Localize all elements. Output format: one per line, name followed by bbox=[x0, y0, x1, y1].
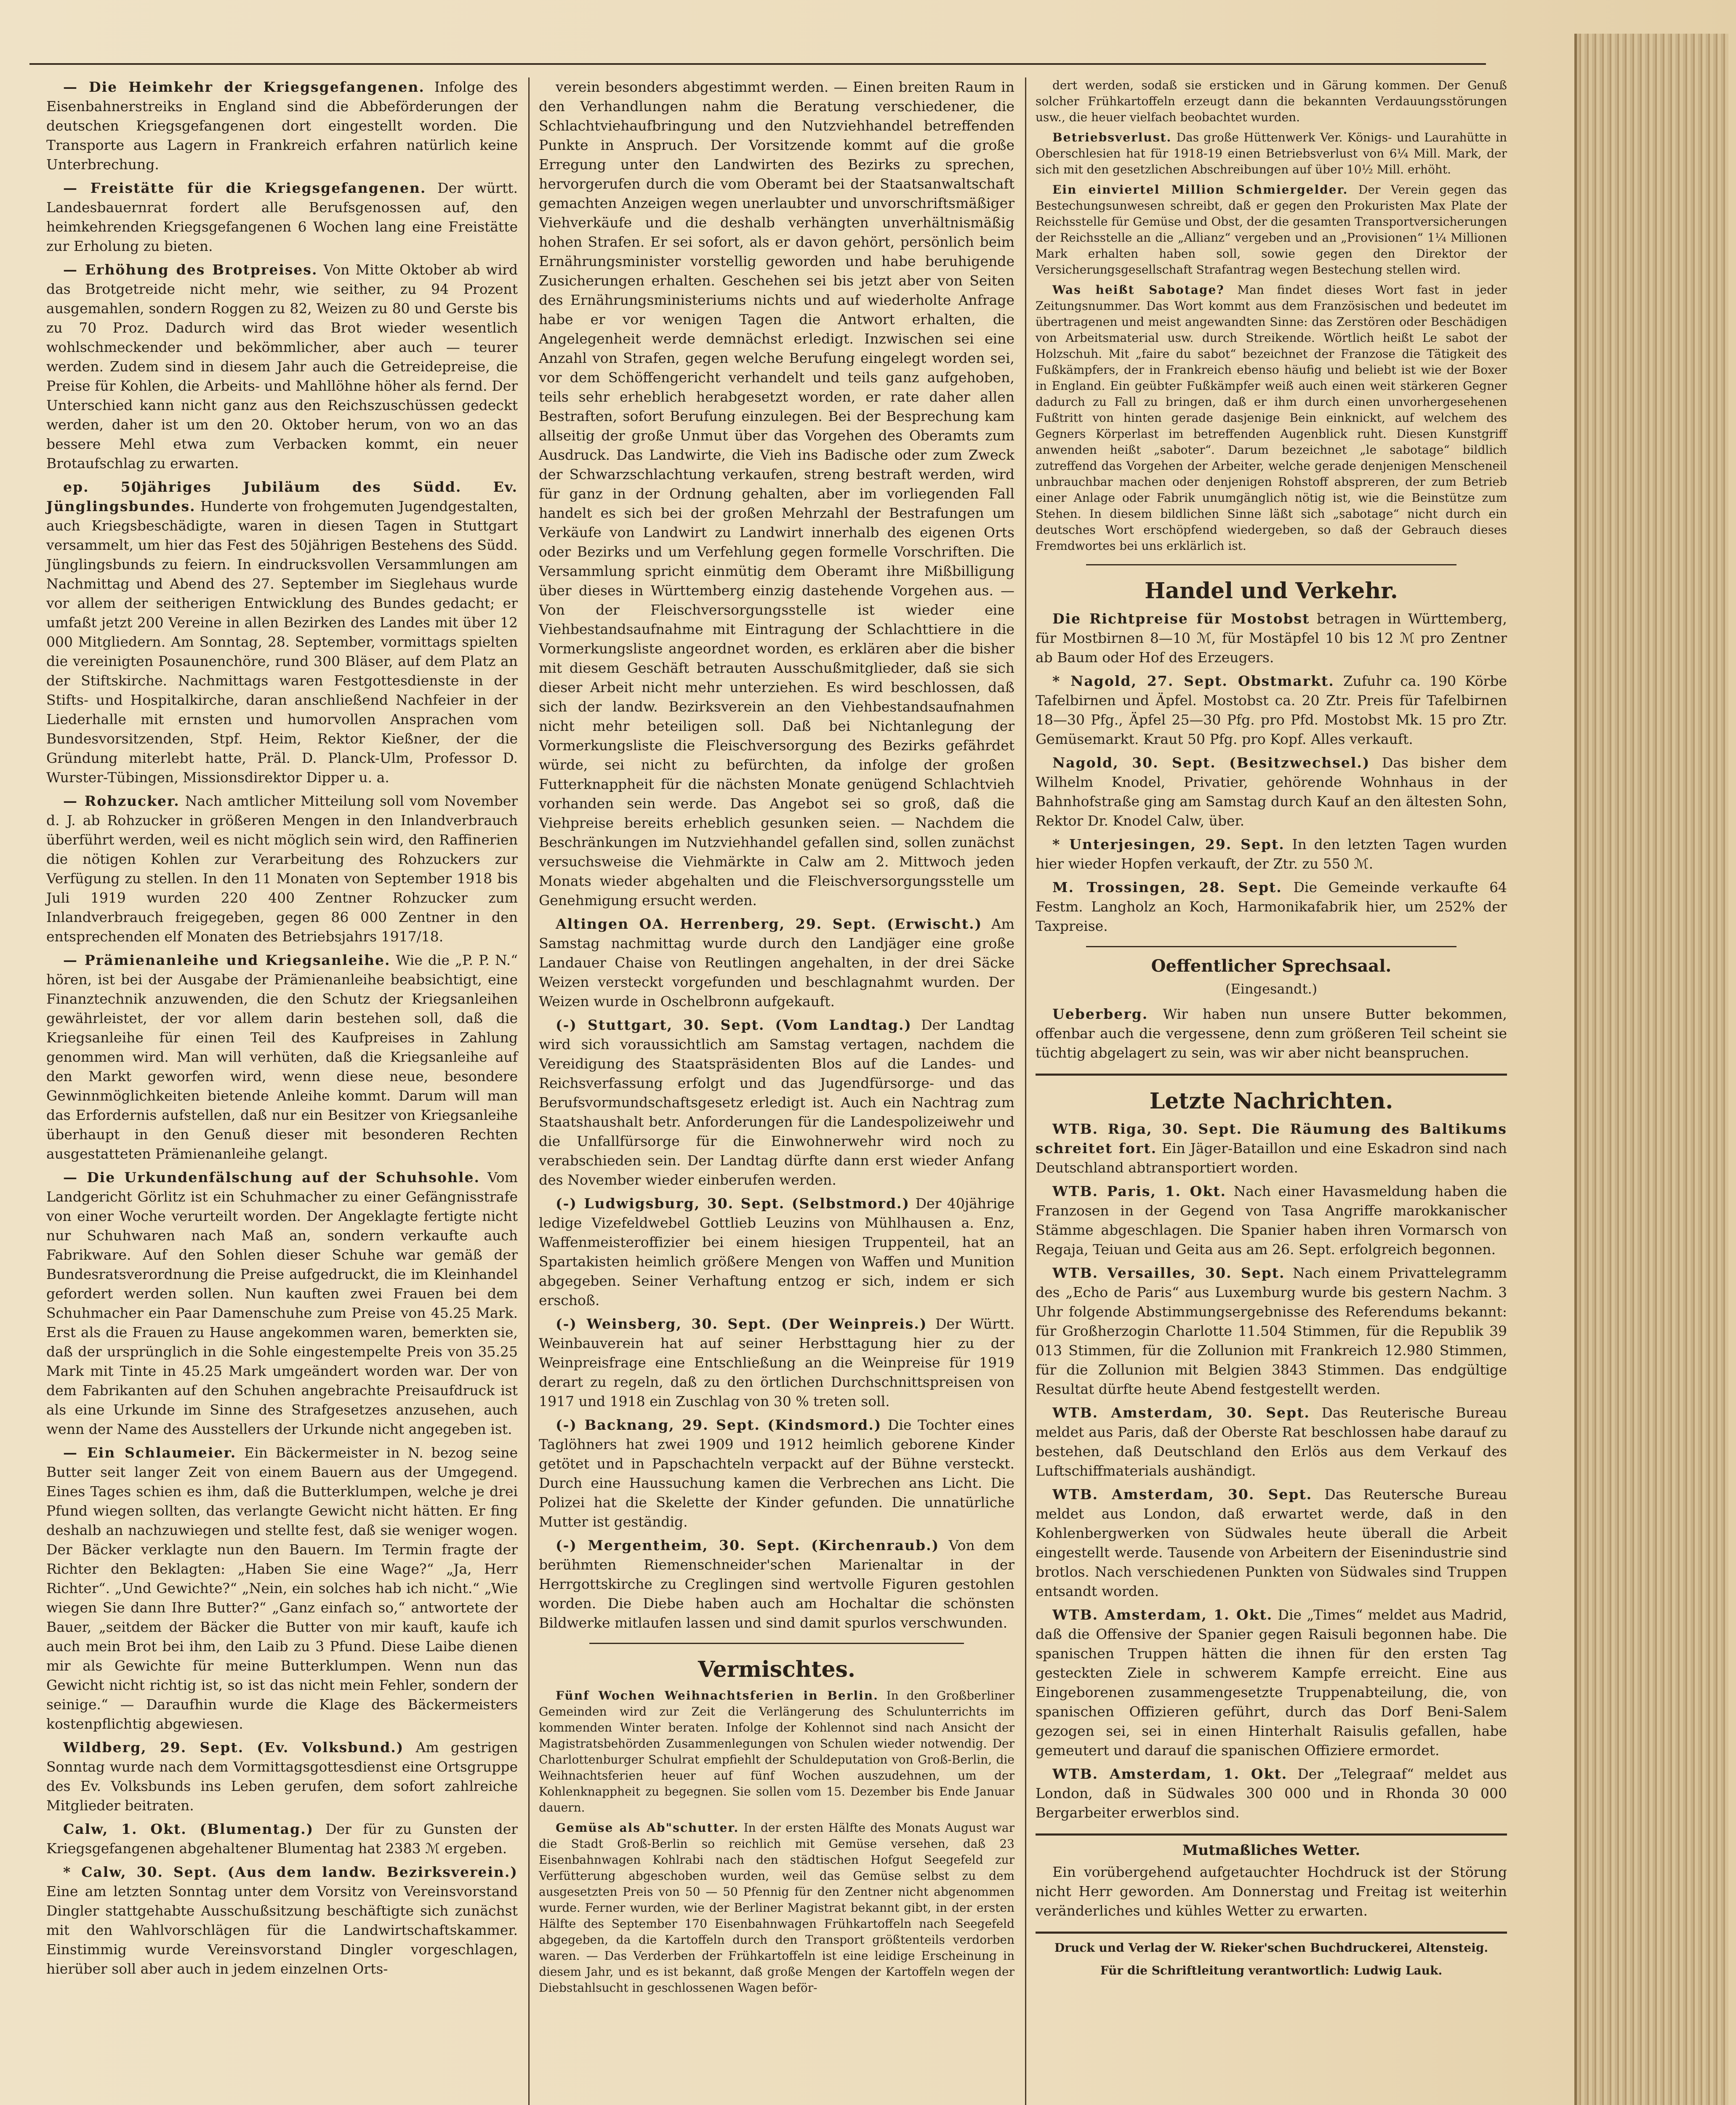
article-paragraph bbox=[1036, 282, 1507, 554]
article-paragraph bbox=[46, 77, 518, 174]
article-paragraph bbox=[1036, 1182, 1507, 1259]
article-text: Das große Hüttenwerk Ver. Königs- und Laurahütte in Oberschlesien hat für 1918-19 einen Betriebsverlust von 6¼ Mill. Mark, der sich mit den gesetzlichen Abschreibungen auf über 10½ Mill. erhöht. bbox=[1036, 131, 1507, 176]
article-lead: Ein einviertel Million Schmiergelder. bbox=[1052, 183, 1348, 197]
article-lead: (-) Ludwigsburg, 30. Sept. (Selbstmord.) bbox=[556, 1195, 910, 1212]
article-lead: WTB. Amsterdam, 30. Sept. bbox=[1052, 1404, 1310, 1421]
article-lead: Fünf Wochen Weihnachtsferien in Berlin. bbox=[556, 1689, 879, 1703]
newspaper-sheet bbox=[29, 63, 1507, 2105]
article-text: Am gestrigen Sonntag wurde nach dem Vormittagsgottesdienst eine Ortsgruppe des Ev. Volksbunds ins Leben gerufen, dem sofort zahlreiche Mitglieder beitraten. bbox=[46, 1739, 518, 1814]
article-paragraph bbox=[1036, 1119, 1507, 1178]
col3-articles bbox=[1036, 77, 1507, 554]
column-1 bbox=[46, 77, 518, 2105]
article-lead: * Unterjesingen, 29. Sept. bbox=[1052, 836, 1285, 853]
article-paragraph bbox=[46, 1738, 518, 1815]
article-text: Wir haben nun unsere Butter bekommen, offenbar auch die vergessene, denn zum größeren Teil scheint sie tüchtig abgelagert zu sein, was wir aber nicht beanspruchen. bbox=[1036, 1006, 1507, 1061]
col2-articles bbox=[539, 77, 1014, 1633]
article-lead: Altingen OA. Herrenberg, 29. Sept. (Erwischt.) bbox=[556, 916, 982, 932]
article-lead: Die Richtpreise für Mostobst bbox=[1052, 610, 1310, 627]
article-lead: Betriebsverlust. bbox=[1052, 131, 1172, 144]
column-rule bbox=[528, 77, 530, 2105]
article-text: Der 40jährige ledige Vizefeldwebel Gottlieb Leuzins von Mühlhausen a. Enz, Waffenmeisteroffizier bei einem hiesigen Truppenteil, hat an Spartakisten heimlich größere Mengen von Waffen und Munition abgegeben. Seiner Verhaftung entzog er sich, indem er sich erschoß. bbox=[539, 1195, 1015, 1308]
article-paragraph bbox=[1036, 1403, 1507, 1481]
sprechsaal-articles bbox=[1036, 1005, 1507, 1063]
book-binding bbox=[1574, 34, 1728, 2105]
article-lead: WTB. Amsterdam, 1. Okt. bbox=[1052, 1766, 1288, 1782]
article-lead: (-) Backnang, 29. Sept. (Kindsmord.) bbox=[556, 1417, 882, 1433]
article-paragraph bbox=[46, 1443, 518, 1734]
nachrichten-articles bbox=[1036, 1119, 1507, 1823]
article-paragraph bbox=[1036, 1764, 1507, 1823]
article-paragraph bbox=[539, 1820, 1014, 1996]
article-paragraph bbox=[539, 1015, 1014, 1190]
article-text: Der württ. Landesbauernrat fordert alle Berufsgenossen auf, den heimkehrenden Kriegsgefangenen 6 Wochen lang eine Freistätte zur Erholung zu bieten. bbox=[46, 180, 518, 254]
article-text: Der für zu Gunsten der Kriegsgefangenen abgehaltener Blumentag hat 2383 ℳ ergeben. bbox=[46, 1821, 518, 1857]
weather-heading: Mutmaßliches Wetter. bbox=[1182, 1842, 1361, 1859]
article-paragraph bbox=[1036, 77, 1507, 125]
article-paragraph bbox=[46, 179, 518, 256]
article-text: Der Landtag wird sich voraussichtlich am Samstag vertagen, nachdem die Vereidigung des Staatspräsidenten Blos auf die Landes- und Reichsverfassung erfolgt und das Jugendfürsorge- und das Berufsvormundschaftsgesetz erledigt ist. Auch ein Nachtrag zum Staatshaushalt betr. Anforderungen für die Landespolizeiwehr und die Unfallfürsorge für die Einwohnerwehr wird noch zu verabschieden sein. Der Landtag dürfte dann erst wieder Anfang des November wieder einberufen werden. bbox=[539, 1017, 1014, 1188]
article-paragraph bbox=[46, 791, 518, 946]
section-separator bbox=[1036, 1074, 1507, 1076]
article-paragraph bbox=[539, 1194, 1014, 1310]
article-text: Hunderte von frohgemuten Jugendgestalten, auch Kriegsbeschädigte, waren in diesen Tagen in Stuttgart versammelt, um hier das Fest des 50jährigen Bestehens des Südd. Jünglingsbunds zu feiern. In eindrucksvollen Versammlungen am Nachmittag und Abend des 27. September im Sieglehaus wurde vor allem der seitherigen Entwicklung des Bundes gedacht; er umfaßt jetzt 200 Vereine in allen Bezirken des Landes mit über 12 000 Mitgliedern. Am Sonntag, 28. September, vormittags spielten die vereinigten Posaunenchöre, rund 300 Bläser, auf dem Platz an der Stiftskirche. Nachmittags waren Festgottesdienste in der Stifts- und Hospitalkirche, daran anschließend Nachfeier in der Liederhalle mit ernsten und humorvollen Ansprachen vom Bundesvorsitzenden, Stpf. Heim, Rektor Kießner, der die Gründung miterlebt hatte, Präl. D. Planck-Ulm, Professor D. Wurster-Tübingen, Missionsdirektor Dipper u. a. bbox=[46, 498, 518, 786]
article-lead: Gemüse als Ab"schutter. bbox=[556, 1821, 739, 1835]
article-paragraph bbox=[1036, 1263, 1507, 1399]
article-paragraph bbox=[539, 914, 1014, 1011]
section-separator bbox=[1086, 946, 1456, 947]
article-paragraph bbox=[46, 951, 518, 1164]
article-lead: WTB. Amsterdam, 30. Sept. bbox=[1052, 1486, 1313, 1503]
sprechsaal-heading: Oeffentlicher Sprechsaal. bbox=[1151, 956, 1392, 976]
article-text: Vom Landgericht Görlitz ist ein Schuhmacher zu einer Gefängnisstrafe von einer Woche verurteilt worden. Der Angeklagte fertigte nicht nur Schuhwaren nach Maß an, sondern verkaufte auch Fabrikware. Auf den Sohlen dieser Schuhe war gemäß der Bundesratsverordnung die Preise aufgedruckt, die im Kleinhandel gefordert werden sollen. Nun kauften zwei Frauen bei dem Schuhmacher ein Paar Damenschuhe zum Preise von 45.25 Mark. Erst als die Frauen zu Hause angekommen waren, bemerkten sie, daß der ursprünglich in die Sohle eingestempelte Preis von 35.25 Mark mit Tinte in 45.25 Mark umgeändert worden war. Der von dem Fabrikanten auf den Schuhen angebrachte Preisaufdruck ist als eine Urkunde im Sinne des Strafgesetzes anzusehen, auch wenn der Name des Ausstellers der Urkunde nicht angegeben ist. bbox=[46, 1169, 518, 1437]
article-paragraph bbox=[1036, 878, 1507, 936]
article-lead: ep. 50jähriges Jubiläum des Südd. Ev. Jünglingsbundes. bbox=[46, 479, 518, 514]
article-text: Wie die „P. P. N.“ hören, ist bei der Ausgabe der Prämienanleihe beabsichtigt, eine Finanztechnik anzuwenden, die den Schutz der Kriegsanleihen gewährleistet, der vor allem darin bestehen soll, daß die Kriegsanleihe für einen Teil des Kaufpreises in Zahlung genommen wird. Man will verhüten, daß die Kriegsanleihe auf den Markt geworfen wird, wenn diese neue, besondere Gewinnmöglichkeiten bietende Anleihe kommt. Darum will man das Erfordernis aufstellen, daß nur ein Besitzer von Kriegsanleihe überhaupt in den Genuß dieser mit besonderen Rechten ausgestatteten Prämienanleihe gelangt. bbox=[46, 952, 518, 1162]
sprechsaal-subheading: (Eingesandt.) bbox=[1225, 981, 1318, 997]
article-paragraph bbox=[1036, 1605, 1507, 1760]
article-lead: Was heißt Sabotage? bbox=[1052, 283, 1225, 297]
article-text: Eine am letzten Sonntag unter dem Vorsitz von Vereinsvorstand Dingler stattgehabte Ausschußsitzung beschäftigte sich zunächst mit den Wahlvorschlägen für die Landwirtschaftskammer. Einstimmig wurde Vereinsvorstand Dingler vorgeschlagen, hierüber soll aber auch in jedem einzelnen Orts- bbox=[46, 1883, 518, 1977]
article-text: verein besonders abgestimmt werden. — Einen breiten Raum in den Verhandlungen nahm die Beratung verschiedener, die Schlachtviehaufbringung und den Nutzviehhandel betreffenden Punkte in Anspruch. Der Vorsitzende kommt auf die große Erregung unter den Landwirten des Bezirks zu sprechen, hervorgerufen durch die vom Oberamt bei der Staatsanwaltschaft gemachten Anzeigen wegen unerlaubter und unvorschriftsmäßiger Viehverkäufe und die deshalb verhängten unverhältnismäßig hohen Strafen. Er sei sofort, als er davon gehört, persönlich beim Ernährungsminister vorstellig geworden und habe beruhigende Zusicherungen erhalten. Geschehen sei bis jetzt aber von Seiten des Ernährungsministeriums nichts und auf wiederholte Anfrage habe er vor wenigen Tagen die Antwort erhalten, die Angelegenheit werde demnächst erledigt. Inzwischen sei eine Anzahl von Strafen, gegen welche Berufung eingelegt worden sei, vor dem Schöffengericht verhandelt und teils ganz aufgehoben, teils sehr erheblich herabgesetzt worden, er rate daher allen Bestraften, sofort Berufung einzulegen. Bei der Besprechung kam allseitig der große Unmut über das Vorgehen des Oberamts zum Ausdruck. Das Landwirte, die Vieh ins Badische oder zum Zweck der Schwarzschlachtung verkaufen, streng bestraft werden, wird für ganz in der Ordnung gehalten, aber im vorliegenden Fall handelt es sich bei der großen Mehrzahl der Bestrafungen um Verkäufe von Landwirt zu Landwirt innerhalb des eigenen Orts oder Bezirks und um Verfehlung gegen formelle Vorschriften. Die Versammlung spricht einmütig dem Oberamt ihre Mißbilligung über dieses in Württemberg einzig dastehende Vorgehen aus. — Von der Fleischversorgungsstelle ist wieder eine Viehbestandsaufnahme mit Eintragung der Schlachttiere in die Vormerkungsliste angeordnet worden, es erklären aber die bisher mit diesem Geschäft betrauten Ausschußmitglieder, daß sie sich dieser Arbeit nicht mehr unterziehen. Es wird beschlossen, daß sich der landw. Bezirksverein an den Viehbestandsaufnahmen nicht mehr beteiligen soll. Daß bei Nichtanlegung der Vormerkungsliste die Fleischversorgung des Bezirks gefährdet würde, sei nicht zu befürchten, da infolge der großen Futterknappheit für die nächsten Monate genügend Schlachtvieh vorhanden sein werde. Das Angebot sei so groß, daß die Viehpreise bereits erheblich gesunken seien. — Nachdem die Beschränkungen im Nutzviehhandel gefallen sind, sollen zunächst versuchsweise die Viehmärkte in Calw am 2. Mittwoch jeden Monats wieder abgehalten und die Fleischversorgungsstelle um Genehmigung ersucht werden. bbox=[539, 79, 1014, 909]
article-text: Die „Times“ meldet aus Madrid, daß die Offensive der Spanier gegen Raisuli begonnen habe. Die spanischen Truppen hätten die ihnen für den ersten Tag gesteckten Ziele in schwerem Kampfe erreicht. Eine aus Eingeborenen zusammengesetzte Truppenabteilung, die, von spanischen Offizieren geführt, durch das Dorf Beni-Salem gezogen sei, sei in einen Hinterhalt Raisulis gefallen, habe gemeutert und darauf die spanischen Offiziere ermordet. bbox=[1036, 1607, 1507, 1759]
article-text: Das Reutersche Bureau meldet aus London, daß erwartet werde, daß in den Kohlenbergwerken von Südwales heute überall die Arbeit eingestellt werde. Tausende von Arbeitern der Eisenindustrie sind brotlos. Nach verschiedenen Punkten von Südwales sind Truppen entsandt worden. bbox=[1036, 1486, 1507, 1599]
article-lead: — Ein Schlaumeier. bbox=[63, 1444, 237, 1461]
article-lead: * Calw, 30. Sept. (Aus dem landw. Bezirksverein.) bbox=[63, 1864, 518, 1880]
article-lead: Ueberberg. bbox=[1052, 1006, 1148, 1022]
article-lead: Calw, 1. Okt. (Blumentag.) bbox=[63, 1821, 314, 1837]
article-text: Das bisher dem Wilhelm Knodel, Privatier, gehörende Wohnhaus in der Bahnhofstraße ging am Samstag durch Kauf an den ältesten Sohn, Rektor Dr. Knodel Calw, über. bbox=[1036, 754, 1507, 829]
article-text: In der ersten Hälfte des Monats August war die Stadt Groß-Berlin so reichlich mit Gemüse versehen, daß 23 Eisenbahnwagen Kohlrabi nach den städtischen Hofgut Seegefeld zur Verfütterung abgeschoben wurden, weil das Gemüse selbst zu dem ausgesetzten Preis von 50 — 50 Pfennig für den Zentner nicht abgenommen wurde. Ferner wurden, wie der Berliner Magistrat bekannt gibt, in der ersten Hälfte des September 170 Eisenbahnwagen Frühkartoffeln nach Seegefeld abgegeben, da die Kartoffeln durch den Transport größtenteils verdorben waren. — Das Verderben der Frühkartoffeln ist eine leidige Erscheinung in diesem Jahr, und es ist bekannt, daß große Mengen der Kartoffeln wegen der Diebstahlsucht in geschlossenen Wagen beför- bbox=[539, 1821, 1015, 1995]
article-lead: — Erhöhung des Brotpreises. bbox=[63, 261, 318, 278]
article-text: Nach amtlicher Mitteilung soll vom November d. J. ab Rohzucker in größeren Mengen in den Inlandverbrauch überführt werden, weil es nicht möglich sein wird, den Raffinerien die nötigen Kohlen zur Verarbeitung des Rohzuckers zur Verfügung zu stellen. In den 11 Monaten von September 1918 bis Juli 1919 wurden 220 400 Zentner Rohzucker zum Inlandverbrauch freigegeben, gegen 86 000 Zentner in den entsprechenden elf Monaten des Betriebsjahrs 1917/18. bbox=[46, 793, 518, 945]
article-paragraph bbox=[46, 260, 518, 473]
article-text: Der „Telegraaf“ meldet aus London, daß in Südwales 300 000 und in Rhonda 30 000 Bergarbeiter erwerblos sind. bbox=[1036, 1766, 1507, 1821]
vermischtes-heading: Vermischtes. bbox=[698, 1657, 856, 1682]
section-separator bbox=[1036, 1833, 1507, 1836]
article-text: Von Mitte Oktober ab wird das Brotgetreide nicht mehr, wie seither, zu 94 Prozent ausgemahlen, sondern Roggen zu 82, Weizen zu 80 und Gerste bis zu 70 Proz. Dadurch wird das Brot wieder wesentlich wohlschmeckender und bekömmlicher, aber auch — teurer werden. Zudem sind in diesem Jahr auch die Getreidepreise, die Preise für Kohlen, die Arbeits- und Mahllöhne höher als fernd. Der Unterschied kann nicht ganz aus den Reichszuschüssen gedeckt werden, daher ist um den 20. Oktober herum, von wo an das bessere Mehl etwa zum Verbacken kommt, ein neuer Brotaufschlag zu erwarten. bbox=[46, 261, 518, 472]
article-paragraph bbox=[539, 1314, 1014, 1411]
handel-articles bbox=[1036, 609, 1507, 936]
article-paragraph bbox=[1036, 1485, 1507, 1601]
article-paragraph bbox=[539, 1688, 1014, 1816]
article-text: Der Württ. Weinbauverein hat auf seiner Herbsttagung hier zu der Weinpreisfrage eine Entschließung an die Weinpreise für 1919 derart zu regeln, daß zu den örtlichen Durchschnittspreisen von 1917 und 1918 ein Zuschlag von 30 % treten soll. bbox=[539, 1316, 1014, 1410]
article-text: dert werden, sodaß sie ersticken und in Gärung kommen. Der Genuß solcher Frühkartoffeln erzeugt dann die bekannten Verdauungsstörungen usw., die heuer vielfach beobachtet wurden. bbox=[1036, 78, 1507, 124]
article-paragraph bbox=[1036, 609, 1507, 667]
article-lead: (-) Mergentheim, 30. Sept. (Kirchenraub.) bbox=[556, 1537, 940, 1553]
article-text: Am Samstag nachmittag wurde durch den Landjäger eine große Landauer Chaise von Reutlingen angehalten, in der drei Säcke Weizen versteckt vorgefunden und beschlagnahmt wurden. Der Weizen wurde in Oschelbronn aufgekauft. bbox=[539, 916, 1014, 1010]
article-paragraph bbox=[46, 1168, 518, 1439]
article-lead: * Nagold, 27. Sept. Obstmarkt. bbox=[1052, 673, 1334, 689]
article-paragraph bbox=[1036, 182, 1507, 278]
article-lead: WTB. Riga, 30. Sept. Die Räumung des Baltikums schreitet fort. bbox=[1036, 1121, 1507, 1156]
article-lead: — Rohzucker. bbox=[63, 793, 180, 809]
article-lead: WTB. Versailles, 30. Sept. bbox=[1052, 1265, 1285, 1281]
handel-heading: Handel und Verkehr. bbox=[1145, 578, 1398, 604]
column-3 bbox=[1036, 77, 1507, 2105]
article-lead: — Die Heimkehr der Kriegsgefangenen. bbox=[63, 79, 425, 95]
article-lead: M. Trossingen, 28. Sept. bbox=[1052, 879, 1282, 895]
weather-text: Ein vorübergehend aufgetauchter Hochdruck ist der Störung nicht Herr geworden. Am Donnerstag und Freitag ist weiterhin veränderliches und kühles Wetter zu erwarten. bbox=[1036, 1864, 1507, 1919]
article-lead: — Prämienanleihe und Kriegsanleihe. bbox=[63, 952, 391, 968]
column-rule bbox=[1025, 77, 1026, 2105]
article-text: Das Reuterische Bureau meldet aus Paris, daß der Oberste Rat beschlossen habe darauf zu bestehen, daß Deutschland den Erlös aus dem Verkauf des Luftschiffmaterials aushändigt. bbox=[1036, 1404, 1507, 1479]
article-paragraph bbox=[1036, 753, 1507, 831]
column-2 bbox=[539, 77, 1014, 2105]
article-text: Die Tochter eines Taglöhners hat zwei 1909 und 1912 heimlich geborene Kinder getötet und in Papschachteln verpackt auf der Bühne versteckt. Durch eine Haussuchung kamen die Verbrechen ans Licht. Die Polizei hat die Skelette der Kinder gefunden. Die unnatürliche Mutter ist geständig. bbox=[539, 1417, 1014, 1530]
article-paragraph bbox=[46, 1863, 518, 1979]
article-paragraph bbox=[1036, 130, 1507, 178]
article-lead: (-) Stuttgart, 30. Sept. (Vom Landtag.) bbox=[556, 1017, 912, 1033]
article-lead: Nagold, 30. Sept. (Besitzwechsel.) bbox=[1052, 754, 1370, 771]
article-paragraph bbox=[1036, 835, 1507, 874]
editor-line: Für die Schriftleitung verantwortlich: Ludwig Lauk. bbox=[1100, 1964, 1443, 1977]
nachrichten-heading: Letzte Nachrichten. bbox=[1149, 1088, 1393, 1114]
article-paragraph bbox=[539, 1415, 1014, 1532]
article-lead: WTB. Paris, 1. Okt. bbox=[1052, 1183, 1226, 1199]
section-separator bbox=[1036, 1932, 1507, 1934]
section-separator bbox=[589, 1643, 964, 1644]
article-text: Ein Jäger-Bataillon und eine Eskadron sind nach Deutschland abtransportiert worden. bbox=[1036, 1140, 1507, 1176]
article-paragraph bbox=[539, 77, 1014, 910]
article-text: Der Verein gegen das Bestechungsunwesen schreibt, daß er gegen den Prokuristen Max Plate der Reichsstelle für Gemüse und Obst, der die gesamten Transportversicherungen der Reichsstelle an die „Allianz“ vergeben und an „Provisionen“ 1¼ Millionen Mark erhalten haben soll, sowie gegen den Direktor der Versicherungsgesellschaft Strafantrag wegen Bestechung stellen wird. bbox=[1036, 183, 1507, 277]
article-text: Nach einer Havasmeldung haben die Franzosen in der Gegend von Tasa Angriffe marokkanischer Stämme abgeschlagen. Die Spanier haben ihren Vormarsch von Regaja, Teiuan und Geita aus am 26. Sept. erfolgreich begonnen. bbox=[1036, 1183, 1507, 1258]
article-lead: — Die Urkundenfälschung auf der Schuhsohle. bbox=[63, 1169, 480, 1186]
article-paragraph bbox=[1036, 1005, 1507, 1063]
article-text: Infolge des Eisenbahnerstreiks in England sind die Abbeförderungen der deutschen Kriegsgefangenen dort eingestellt worden. Die Transporte aus Lagern in Frankreich erfahren natürlich keine Unterbrechung. bbox=[46, 79, 518, 173]
article-text: In den letzten Tagen wurden hier wieder Hopfen verkauft, der Ztr. zu 550 ℳ. bbox=[1036, 836, 1507, 872]
article-text: betragen in Württemberg, für Mostbirnen 8—10 ℳ, für Mostäpfel 10 bis 12 ℳ pro Zentner ab Baum oder Hof des Erzeugers. bbox=[1036, 610, 1507, 666]
article-text: Nach einem Privattelegramm des „Echo de Paris“ aus Luxemburg wurde bis gestern Nachm. 3 Uhr folgende Abstimmungsergebnisse des Referendums bekannt: für Großherzogin Charlotte 11.504 Stimmen, für die Republik 39 013 Stimmen, für die Zollunion mit Frankreich 12.980 Stimmen, für die Zollunion mit Belgien 3843 Stimmen. Das endgültige Resultat dürfte heute Abend festgestellt werden. bbox=[1036, 1265, 1507, 1397]
article-text: Die Gemeinde verkaufte 64 Festm. Langholz an Koch, Harmonikafabrik hier, um 252% der Taxpreise. bbox=[1036, 879, 1507, 934]
article-text: Von dem berühmten Riemenschneider'schen Marienaltar in der Herrgottskirche zu Creglingen sind wertvolle Figuren gestohlen worden. Die Diebe haben auch am Hochaltar die schönsten Bildwerke mitlaufen lassen und sind damit spurlos verschwunden. bbox=[539, 1537, 1014, 1631]
article-paragraph bbox=[1036, 671, 1507, 749]
col1-articles bbox=[46, 77, 518, 1979]
article-lead: WTB. Amsterdam, 1. Okt. bbox=[1052, 1607, 1273, 1623]
article-paragraph bbox=[539, 1536, 1014, 1633]
article-text: In den Großberliner Gemeinden wird zur Zeit die Verlängerung des Schulunterrichts im kommenden Winter beraten. Infolge der Kohlennot sind nach Ansicht der Magistratsbehörden Zusammenlegungen von Schulen wieder notwendig. Der Charlottenburger Schulrat empfiehlt der Schuldeputation von Groß-Berlin, die Weihnachtsferien heuer auf fünf Wochen auszudehnen, um der Kohlenknappheit zu begegnen. Sie sollen vom 15. Dezember bis Ende Januar dauern. bbox=[539, 1689, 1015, 1815]
article-lead: Wildberg, 29. Sept. (Ev. Volksbund.) bbox=[63, 1739, 404, 1756]
article-text: Zufuhr ca. 190 Körbe Tafelbirnen und Äpfel. Mostobst ca. 20 Ztr. Preis für Tafelbirnen 18—30 Pfg., Äpfel 25—30 Pfg. pro Pfd. Mostobst Mk. 15 pro Ztr. Gemüsemarkt. Kraut 50 Pfg. pro Kopf. Alles verkauft. bbox=[1036, 673, 1507, 747]
article-lead: (-) Weinsberg, 30. Sept. (Der Weinpreis.) bbox=[556, 1316, 927, 1332]
article-text: Man findet dieses Wort fast in jeder Zeitungsnummer. Das Wort kommt aus dem Französischen und bedeutet im übertragenen und meist angewandten Sinne: das Zerstören oder Beschädigen von Arbeitsmaterial usw. durch Streikende. Wörtlich heißt Le sabot der Holzschuh. Mit „faire du sabot“ bezeichnet der Franzose die Tätigkeit des Fußkämpfers, der in Frankreich ebenso häufig und beliebt ist wie der Boxer in England. Ein geübter Fußkämpfer weiß auch einen weit stärkeren Gegner dadurch zu Fall zu bringen, daß er ihm durch einen unvorhergesehenen Fußtritt von hinten gerade dasjenige Bein einknickt, auf welchem des Gegners Körperlast im betreffenden Augenblick ruht. Diesen Kunstgriff anwenden heißt „saboter“. Darum bezeichnet „le sabotage“ bildlich zutreffend das Vorgehen der Arbeiter, welche gerade denjenigen Menscheneil unbrauchbar machen oder denjenigen Rohstoff abspreren, der zum Betrieb einer Anlage oder Fabrik unumgänglich nötig ist, wie die Beinstütze zum Stehen. In diesem bildlichen Sinne läßt sich „sabotage“ nicht durch ein deutsches Wort erschöpfend wiedergeben, so daß der Gebrauch dieses Fremdwortes bei uns erklärlich ist. bbox=[1036, 283, 1507, 553]
article-text: Ein Bäckermeister in N. bezog seine Butter seit langer Zeit von einem Bauern aus der Umgegend. Eines Tages schien es ihm, daß die Butterklumpen, welche je drei Pfund wiegen sollten, das verlangte Gewicht nicht hätten. Er fing deshalb an nachzuwiegen und stellte fest, daß sie weniger wogen. Der Bäcker verklagte nun den Bauern. Im Termin fragte der Richter den Beklagten: „Haben Sie eine Wage?“ „Ja, Herr Richter“. „Und Gewichte?“ „Nein, ein solches hab ich nicht.“ „Wie wiegen Sie dann Ihre Butter?“ „Ganz einfach so,“ antwortete der Bauer, „seitdem der Bäcker die Butter von mir kauft, kaufe ich auch mein Brot bei ihm, den Laib zu 3 Pfund. Diese Laibe dienen mir als Gewichte für meine Butterklumpen. Wenn nun das Gewicht nicht richtig ist, so ist das nicht mein Fehler, sondern der seinige.“ — Daraufhin wurde die Klage des Bäckermeisters kostenpflichtig abgewiesen. bbox=[46, 1444, 518, 1732]
article-paragraph bbox=[46, 477, 518, 787]
section-separator bbox=[1086, 564, 1456, 565]
article-paragraph bbox=[46, 1820, 518, 1858]
vermischtes-articles bbox=[539, 1688, 1014, 1996]
article-lead: — Freistätte für die Kriegsgefangenen. bbox=[63, 180, 426, 196]
printer-line: Druck und Verlag der W. Rieker'schen Buchdruckerei, Altensteig. bbox=[1054, 1941, 1488, 1955]
